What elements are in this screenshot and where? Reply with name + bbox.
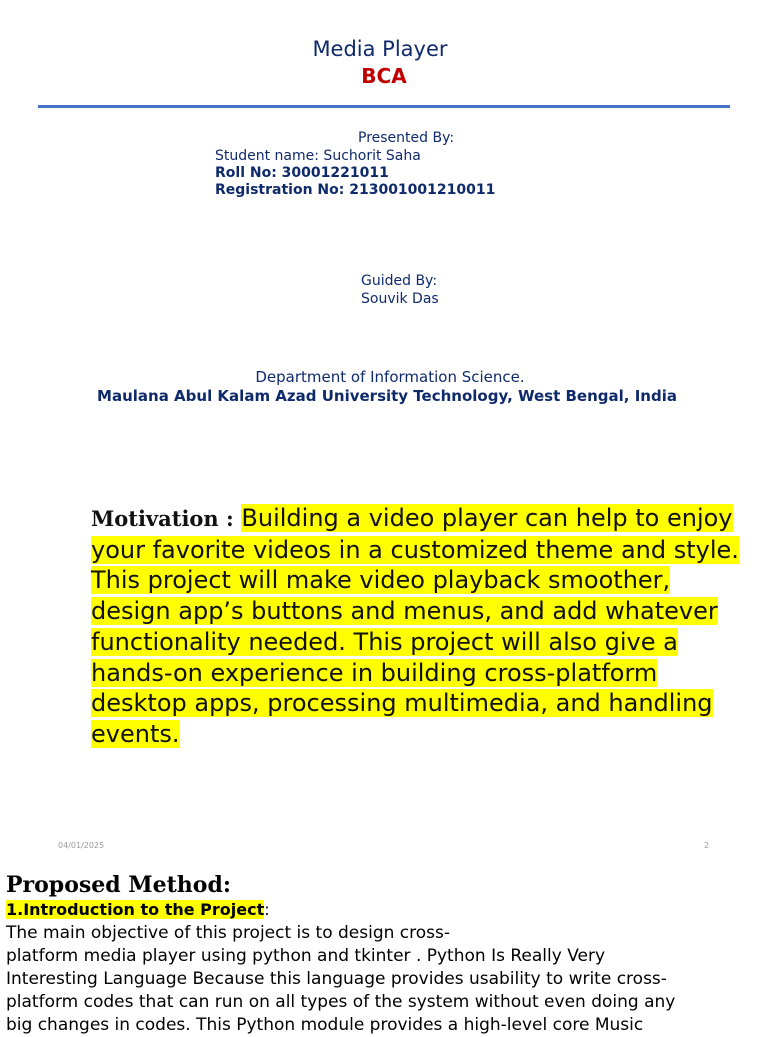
intro-section-colon: : [264,900,270,919]
student-name: Student name: Suchorit Saha [215,148,421,164]
title-divider [38,105,730,108]
registration-number: Registration No: 213001001210011 [215,182,496,198]
intro-body-line: Interesting Language Because this language provides usability to write cross- [6,969,667,989]
slide-page-number: 2 [704,841,710,850]
intro-body-line: platform codes that can run on all types of the system without even doing any [6,992,676,1012]
intro-section-title: 1.Introduction to the Project [6,900,265,919]
motivation-paragraph [91,503,741,750]
intro-body-line: The main objective of this project is to design cross- [6,923,451,943]
presentation-subtitle: BCA [361,64,407,88]
intro-body-line: platform media player using python and tkinter . Python Is Really Very [6,946,606,966]
guided-by-label: Guided By: [361,273,438,289]
university-name: Maulana Abul Kalam Azad University Technology, West Bengal, India [97,387,677,405]
intro-section-heading [6,900,270,919]
presented-by-label: Presented By: [358,130,455,146]
motivation-label: Motivation : [91,506,234,531]
proposed-method-heading: Proposed Method: [6,872,231,898]
guide-name: Souvik Das [361,291,439,307]
intro-body-line: big changes in codes. This Python module provides a high-level core Music [6,1015,644,1035]
motivation-text: Building a video player can help to enjoy your favorite videos in a customized theme and style. This project will make video playback smoother, design app’s buttons and menus, and add whatever functionality needed. This project will also give a hands-on experience in building cross-platform desktop apps, processing multimedia, and handling events. [91,504,739,748]
roll-number: Roll No: 30001221011 [215,165,389,181]
department-name: Department of Information Science. [255,368,525,386]
intro-body [6,922,766,1037]
presentation-title: Media Player [312,37,448,61]
slide-date: 04/01/2025 [58,841,105,850]
